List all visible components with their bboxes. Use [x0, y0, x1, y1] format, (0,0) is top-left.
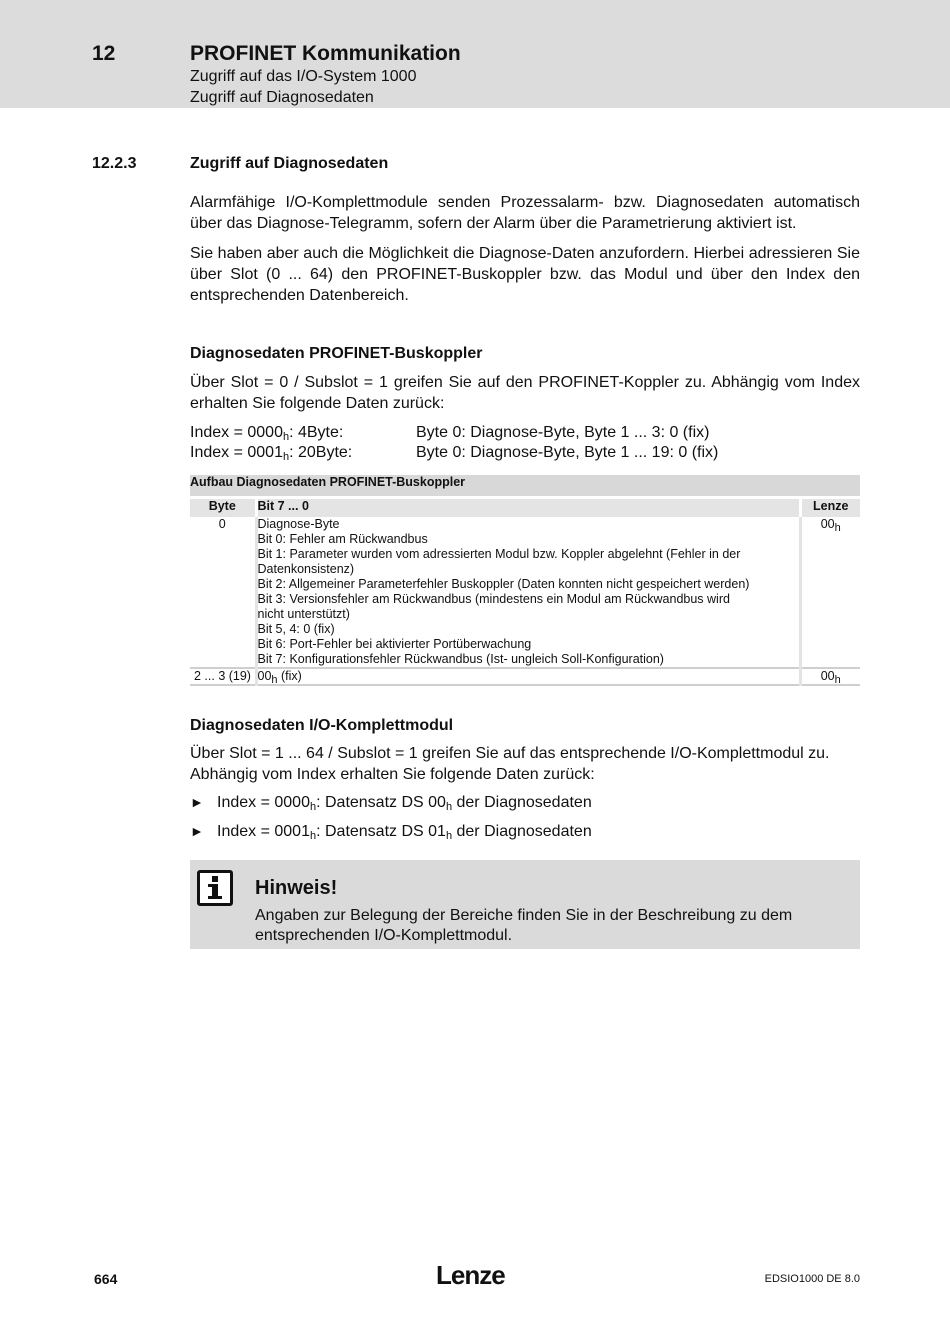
info-icon	[197, 870, 233, 906]
note-title: Hinweis!	[255, 877, 338, 899]
subheading: Diagnosedaten I/O-Komplettmodul	[190, 717, 454, 734]
komplettmodul-text	[190, 743, 860, 785]
list-item: ► Index = $0001_h$: Datensatz DS $01_h$ der Diagnosedaten	[190, 823, 592, 842]
table-header-row	[190, 497, 860, 517]
chapter-number: 12	[92, 42, 116, 65]
bullet-arrow-icon: ►	[190, 823, 204, 839]
chapter-subtitle: Zugriff auf das I/O-System 1000	[190, 68, 417, 85]
section-number: 12.2.3	[92, 155, 137, 172]
lenze-logo: Lenze	[436, 1260, 505, 1290]
table-row	[190, 668, 860, 685]
cell-bit-description: $00_h$ (fix)	[256, 668, 800, 685]
column-header-lenze: Lenze	[800, 497, 860, 517]
note-text: Angaben zur Belegung der Bereiche finden Sie in der Beschreibung zu dem entsprechenden I/O-Komplettmodul.	[255, 907, 793, 944]
table-caption: Aufbau Diagnosedaten PROFINET-Buskoppler	[190, 475, 860, 497]
index-line: Index = $0000_h$: 4Byte: Byte 0: Diagnose-Byte, Byte 1 ... 3: 0 (fix)	[190, 424, 710, 443]
table-row	[190, 517, 860, 668]
subheading: Diagnosedaten PROFINET-Buskoppler	[190, 345, 483, 362]
cell-lenze: $00_h$	[800, 517, 860, 668]
cell-byte: 2 ... 3 (19)	[190, 668, 256, 685]
diagnose-table	[190, 475, 860, 686]
table-caption-row	[190, 475, 860, 497]
chapter-title: PROFINET Kommunikation	[190, 42, 461, 65]
column-header-byte: Byte	[190, 497, 256, 517]
note-box	[190, 860, 860, 949]
page-number: 664	[94, 1271, 118, 1287]
bullet-arrow-icon: ►	[190, 794, 204, 810]
section-title: Zugriff auf Diagnosedaten	[190, 155, 389, 172]
index-line: Index = $0001_h$: 20Byte: Byte 0: Diagnose-Byte, Byte 1 ... 19: 0 (fix)	[190, 444, 719, 463]
page-header	[0, 0, 950, 108]
chapter-subtitle: Zugriff auf Diagnosedaten	[190, 89, 374, 106]
cell-byte: 0	[190, 517, 256, 668]
cell-lenze: $00_h$	[800, 668, 860, 685]
paragraph: Alarmfähige I/O-Komplettmodule senden Prozessalarm- bzw. Diagnosedaten automatisch über das Diagnose-Telegramm, sofern der Alarm über die Parametrierung aktiviert ist.	[190, 194, 860, 232]
buskoppler-text	[190, 372, 860, 414]
list-item: ► Index = $0000_h$: Datensatz DS $00_h$ der Diagnosedaten	[190, 794, 592, 813]
paragraph: Sie haben aber auch die Möglichkeit die Diagnose-Daten anzufordern. Hierbei adressieren Sie über Slot (0 ... 64) den PROFINET-Buskoppler bzw. das Modul und über den Index den entsprechenden Datenbereich.	[190, 245, 860, 304]
cell-bit-description: Diagnose-Byte Bit 0: Fehler am Rückwandbus Bit 1: Parameter wurden vom adressierten Modul bzw. Koppler abgelehnt (Fehler in der Datenkonsistenz) Bit 2: Allgemeiner Parameterfehler Buskoppler (Daten konnten nicht gespeichert werden) Bit 3: Versionsfehler am Rückwandbus (mindestens ein Modul am Rückwandbus wird nicht unterstützt) Bit 5, 4: 0 (fix) Bit 6: Port-Fehler bei aktivierter Portüberwachung Bit 7: Konfigurationsfehler Rückwandbus (Ist- ungleich Soll-Konfiguration)	[256, 517, 800, 668]
paragraph: Über Slot = 1 ... 64 / Subslot = 1 greifen Sie auf das entsprechende I/O-Komplettmodul zu. Abhängig vom Index erhalten Sie folgende Daten zurück:	[190, 745, 830, 783]
document-id: EDSIO1000 DE 8.0	[764, 1273, 860, 1285]
paragraph: Über Slot = 0 / Subslot = 1 greifen Sie auf den PROFINET-Koppler zu. Abhängig vom Index erhalten Sie folgende Daten zurück:	[190, 374, 860, 412]
intro-text	[190, 192, 860, 306]
column-header-bit: Bit 7 ... 0	[256, 497, 800, 517]
